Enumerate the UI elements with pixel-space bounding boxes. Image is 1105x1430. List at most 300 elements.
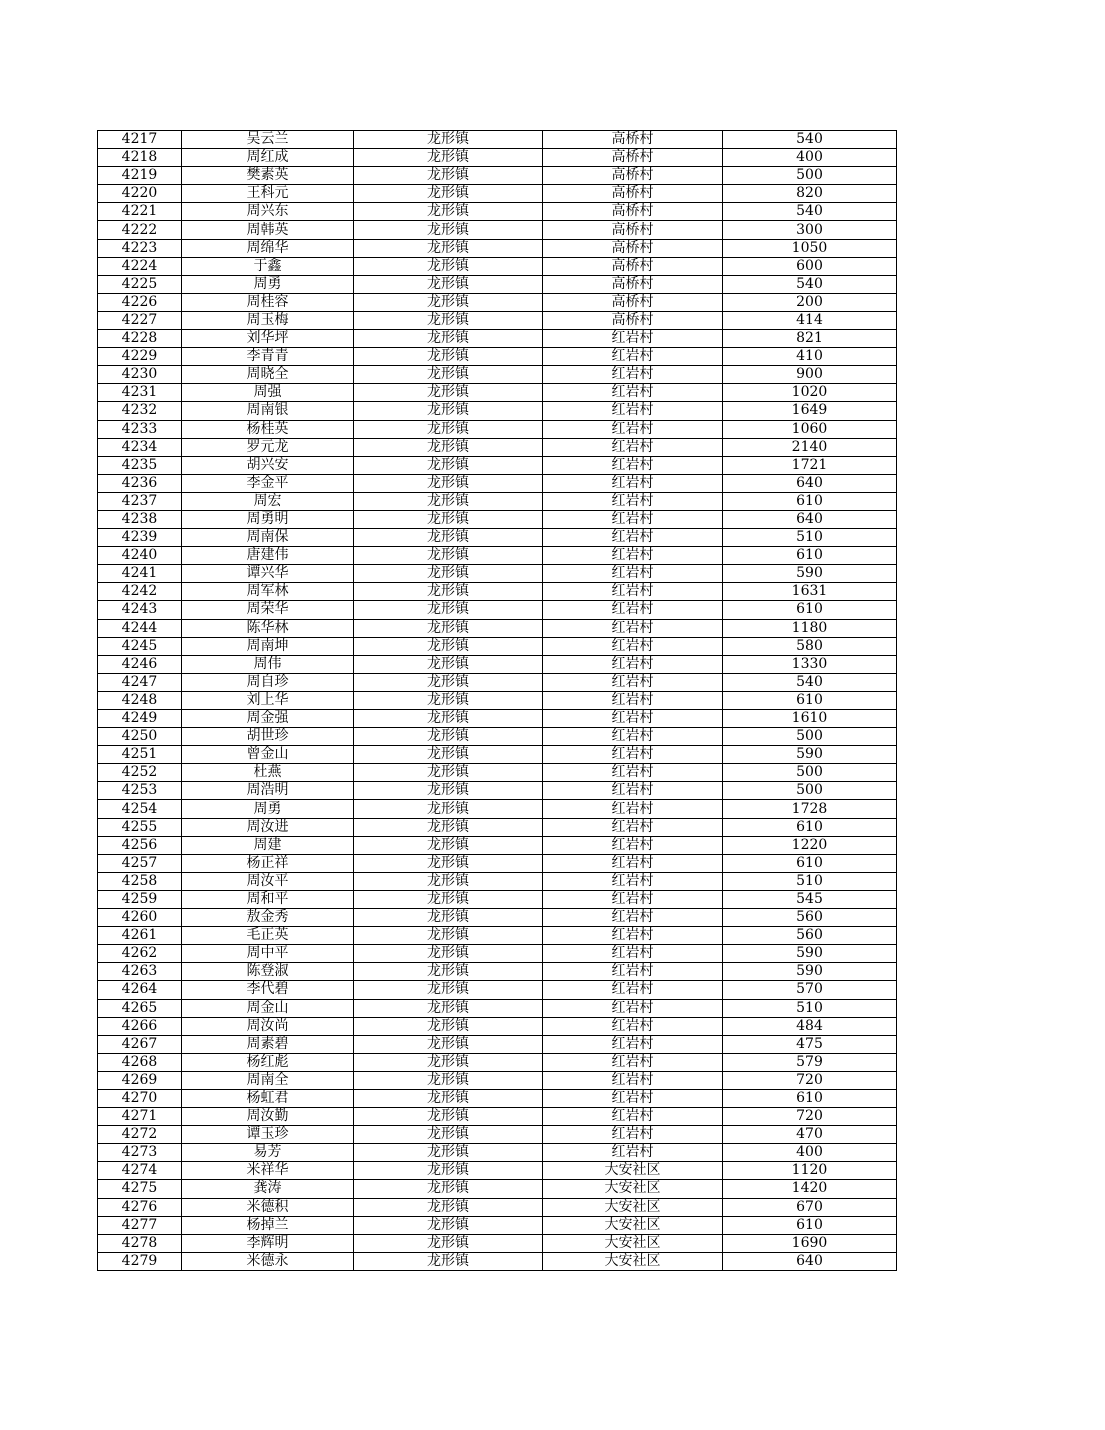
- amount-cell: 540: [723, 203, 897, 221]
- row-number-cell: 4245: [98, 637, 182, 655]
- village-cell: 红岩村: [543, 637, 723, 655]
- town-cell: 龙形镇: [354, 547, 543, 565]
- village-cell: 红岩村: [543, 330, 723, 348]
- table-row: [98, 1126, 897, 1144]
- town-cell: 龙形镇: [354, 1234, 543, 1252]
- amount-cell: 510: [723, 999, 897, 1017]
- name-cell: 龚涛: [182, 1180, 354, 1198]
- amount-cell: 579: [723, 1053, 897, 1071]
- town-cell: 龙形镇: [354, 836, 543, 854]
- town-cell: 龙形镇: [354, 728, 543, 746]
- town-cell: 龙形镇: [354, 529, 543, 547]
- row-number-cell: 4241: [98, 565, 182, 583]
- town-cell: 龙形镇: [354, 1089, 543, 1107]
- name-cell: 谭玉珍: [182, 1126, 354, 1144]
- row-number-cell: 4231: [98, 384, 182, 402]
- town-cell: 龙形镇: [354, 999, 543, 1017]
- amount-cell: 414: [723, 311, 897, 329]
- table-row: [98, 999, 897, 1017]
- row-number-cell: 4248: [98, 691, 182, 709]
- amount-cell: 610: [723, 818, 897, 836]
- row-number-cell: 4221: [98, 203, 182, 221]
- name-cell: 于鑫: [182, 257, 354, 275]
- amount-cell: 2140: [723, 438, 897, 456]
- town-cell: 龙形镇: [354, 366, 543, 384]
- village-cell: 红岩村: [543, 999, 723, 1017]
- row-number-cell: 4264: [98, 981, 182, 999]
- amount-cell: 1050: [723, 239, 897, 257]
- town-cell: 龙形镇: [354, 348, 543, 366]
- village-cell: 红岩村: [543, 619, 723, 637]
- village-cell: 红岩村: [543, 529, 723, 547]
- town-cell: 龙形镇: [354, 203, 543, 221]
- name-cell: 吴云兰: [182, 131, 354, 149]
- town-cell: 龙形镇: [354, 872, 543, 890]
- town-cell: 龙形镇: [354, 890, 543, 908]
- table-row: [98, 1234, 897, 1252]
- name-cell: 杜燕: [182, 764, 354, 782]
- town-cell: 龙形镇: [354, 438, 543, 456]
- row-number-cell: 4262: [98, 945, 182, 963]
- amount-cell: 640: [723, 510, 897, 528]
- amount-cell: 1649: [723, 402, 897, 420]
- table-row: [98, 185, 897, 203]
- amount-cell: 1721: [723, 456, 897, 474]
- row-number-cell: 4243: [98, 601, 182, 619]
- amount-cell: 1220: [723, 836, 897, 854]
- name-cell: 周南坤: [182, 637, 354, 655]
- village-cell: 红岩村: [543, 1089, 723, 1107]
- row-number-cell: 4219: [98, 167, 182, 185]
- village-cell: 高桥村: [543, 185, 723, 203]
- row-number-cell: 4277: [98, 1216, 182, 1234]
- table-row: [98, 131, 897, 149]
- table-row: [98, 221, 897, 239]
- town-cell: 龙形镇: [354, 637, 543, 655]
- town-cell: 龙形镇: [354, 854, 543, 872]
- town-cell: 龙形镇: [354, 691, 543, 709]
- row-number-cell: 4240: [98, 547, 182, 565]
- table-row: [98, 257, 897, 275]
- name-cell: 周中平: [182, 945, 354, 963]
- name-cell: 易芳: [182, 1144, 354, 1162]
- table-row: [98, 728, 897, 746]
- town-cell: 龙形镇: [354, 239, 543, 257]
- row-number-cell: 4225: [98, 275, 182, 293]
- row-number-cell: 4256: [98, 836, 182, 854]
- name-cell: 杨虹君: [182, 1089, 354, 1107]
- amount-cell: 410: [723, 348, 897, 366]
- amount-cell: 610: [723, 492, 897, 510]
- village-cell: 大安社区: [543, 1198, 723, 1216]
- row-number-cell: 4236: [98, 474, 182, 492]
- name-cell: 米德永: [182, 1252, 354, 1270]
- village-cell: 高桥村: [543, 293, 723, 311]
- table-row: [98, 330, 897, 348]
- amount-cell: 720: [723, 1071, 897, 1089]
- row-number-cell: 4279: [98, 1252, 182, 1270]
- amount-cell: 510: [723, 529, 897, 547]
- row-number-cell: 4235: [98, 456, 182, 474]
- name-cell: 周绵华: [182, 239, 354, 257]
- amount-cell: 475: [723, 1035, 897, 1053]
- town-cell: 龙形镇: [354, 945, 543, 963]
- name-cell: 米德积: [182, 1198, 354, 1216]
- town-cell: 龙形镇: [354, 601, 543, 619]
- amount-cell: 610: [723, 854, 897, 872]
- row-number-cell: 4217: [98, 131, 182, 149]
- row-number-cell: 4233: [98, 420, 182, 438]
- amount-cell: 640: [723, 1252, 897, 1270]
- name-cell: 刘华坪: [182, 330, 354, 348]
- row-number-cell: 4258: [98, 872, 182, 890]
- table-row: [98, 1198, 897, 1216]
- amount-cell: 590: [723, 565, 897, 583]
- village-cell: 红岩村: [543, 1071, 723, 1089]
- name-cell: 曾金山: [182, 746, 354, 764]
- name-cell: 周金强: [182, 710, 354, 728]
- row-number-cell: 4273: [98, 1144, 182, 1162]
- table-row: [98, 1017, 897, 1035]
- village-cell: 高桥村: [543, 167, 723, 185]
- name-cell: 周勇明: [182, 510, 354, 528]
- village-cell: 红岩村: [543, 1035, 723, 1053]
- amount-cell: 610: [723, 547, 897, 565]
- table-row: [98, 1162, 897, 1180]
- table-row: [98, 366, 897, 384]
- row-number-cell: 4230: [98, 366, 182, 384]
- table-row: [98, 890, 897, 908]
- amount-cell: 540: [723, 131, 897, 149]
- row-number-cell: 4259: [98, 890, 182, 908]
- name-cell: 周红成: [182, 149, 354, 167]
- table-row: [98, 691, 897, 709]
- row-number-cell: 4232: [98, 402, 182, 420]
- amount-cell: 400: [723, 149, 897, 167]
- amount-cell: 540: [723, 275, 897, 293]
- row-number-cell: 4271: [98, 1108, 182, 1126]
- row-number-cell: 4239: [98, 529, 182, 547]
- row-number-cell: 4275: [98, 1180, 182, 1198]
- town-cell: 龙形镇: [354, 927, 543, 945]
- row-number-cell: 4218: [98, 149, 182, 167]
- table-row: [98, 583, 897, 601]
- village-cell: 红岩村: [543, 909, 723, 927]
- town-cell: 龙形镇: [354, 963, 543, 981]
- town-cell: 龙形镇: [354, 1071, 543, 1089]
- table-row: [98, 547, 897, 565]
- town-cell: 龙形镇: [354, 474, 543, 492]
- table-row: [98, 963, 897, 981]
- village-cell: 红岩村: [543, 1126, 723, 1144]
- row-number-cell: 4249: [98, 710, 182, 728]
- row-number-cell: 4254: [98, 800, 182, 818]
- village-cell: 红岩村: [543, 510, 723, 528]
- town-cell: 龙形镇: [354, 764, 543, 782]
- village-cell: 红岩村: [543, 601, 723, 619]
- table-body: [98, 131, 897, 1271]
- amount-cell: 610: [723, 1089, 897, 1107]
- village-cell: 高桥村: [543, 257, 723, 275]
- table-row: [98, 854, 897, 872]
- village-cell: 红岩村: [543, 836, 723, 854]
- amount-cell: 1728: [723, 800, 897, 818]
- amount-cell: 640: [723, 474, 897, 492]
- town-cell: 龙形镇: [354, 1035, 543, 1053]
- table-row: [98, 149, 897, 167]
- table-row: [98, 764, 897, 782]
- amount-cell: 590: [723, 746, 897, 764]
- amount-cell: 500: [723, 728, 897, 746]
- town-cell: 龙形镇: [354, 257, 543, 275]
- name-cell: 杨正祥: [182, 854, 354, 872]
- town-cell: 龙形镇: [354, 1053, 543, 1071]
- village-cell: 大安社区: [543, 1252, 723, 1270]
- row-number-cell: 4255: [98, 818, 182, 836]
- amount-cell: 1060: [723, 420, 897, 438]
- name-cell: 樊素英: [182, 167, 354, 185]
- name-cell: 胡兴安: [182, 456, 354, 474]
- table-row: [98, 1035, 897, 1053]
- name-cell: 陈登淑: [182, 963, 354, 981]
- amount-cell: 560: [723, 927, 897, 945]
- village-cell: 红岩村: [543, 800, 723, 818]
- amount-cell: 610: [723, 601, 897, 619]
- name-cell: 米祥华: [182, 1162, 354, 1180]
- village-cell: 高桥村: [543, 311, 723, 329]
- row-number-cell: 4223: [98, 239, 182, 257]
- name-cell: 周汝进: [182, 818, 354, 836]
- amount-cell: 510: [723, 872, 897, 890]
- row-number-cell: 4253: [98, 782, 182, 800]
- name-cell: 周和平: [182, 890, 354, 908]
- town-cell: 龙形镇: [354, 1216, 543, 1234]
- table-row: [98, 1216, 897, 1234]
- village-cell: 红岩村: [543, 981, 723, 999]
- village-cell: 高桥村: [543, 221, 723, 239]
- amount-cell: 580: [723, 637, 897, 655]
- row-number-cell: 4270: [98, 1089, 182, 1107]
- name-cell: 罗元龙: [182, 438, 354, 456]
- name-cell: 唐建伟: [182, 547, 354, 565]
- amount-cell: 610: [723, 1216, 897, 1234]
- table-row: [98, 384, 897, 402]
- table-row: [98, 782, 897, 800]
- row-number-cell: 4269: [98, 1071, 182, 1089]
- amount-cell: 821: [723, 330, 897, 348]
- village-cell: 大安社区: [543, 1180, 723, 1198]
- name-cell: 李辉明: [182, 1234, 354, 1252]
- village-cell: 红岩村: [543, 673, 723, 691]
- table-row: [98, 746, 897, 764]
- row-number-cell: 4276: [98, 1198, 182, 1216]
- amount-cell: 600: [723, 257, 897, 275]
- town-cell: 龙形镇: [354, 311, 543, 329]
- table-row: [98, 909, 897, 927]
- village-cell: 红岩村: [543, 782, 723, 800]
- village-cell: 红岩村: [543, 547, 723, 565]
- table-row: [98, 673, 897, 691]
- village-cell: 大安社区: [543, 1234, 723, 1252]
- village-cell: 红岩村: [543, 420, 723, 438]
- table-row: [98, 927, 897, 945]
- name-cell: 杨红彪: [182, 1053, 354, 1071]
- town-cell: 龙形镇: [354, 275, 543, 293]
- town-cell: 龙形镇: [354, 1126, 543, 1144]
- table-row: [98, 945, 897, 963]
- village-cell: 高桥村: [543, 131, 723, 149]
- town-cell: 龙形镇: [354, 131, 543, 149]
- amount-cell: 1120: [723, 1162, 897, 1180]
- table-row: [98, 420, 897, 438]
- row-number-cell: 4237: [98, 492, 182, 510]
- row-number-cell: 4267: [98, 1035, 182, 1053]
- table-row: [98, 474, 897, 492]
- row-number-cell: 4260: [98, 909, 182, 927]
- amount-cell: 400: [723, 1144, 897, 1162]
- name-cell: 周浩明: [182, 782, 354, 800]
- name-cell: 周韩英: [182, 221, 354, 239]
- town-cell: 龙形镇: [354, 330, 543, 348]
- town-cell: 龙形镇: [354, 167, 543, 185]
- name-cell: 周金山: [182, 999, 354, 1017]
- name-cell: 王科元: [182, 185, 354, 203]
- town-cell: 龙形镇: [354, 1180, 543, 1198]
- name-cell: 周素碧: [182, 1035, 354, 1053]
- town-cell: 龙形镇: [354, 402, 543, 420]
- village-cell: 红岩村: [543, 1053, 723, 1071]
- row-number-cell: 4278: [98, 1234, 182, 1252]
- row-number-cell: 4251: [98, 746, 182, 764]
- town-cell: 龙形镇: [354, 384, 543, 402]
- village-cell: 红岩村: [543, 565, 723, 583]
- row-number-cell: 4238: [98, 510, 182, 528]
- amount-cell: 1180: [723, 619, 897, 637]
- amount-cell: 590: [723, 945, 897, 963]
- row-number-cell: 4222: [98, 221, 182, 239]
- table-row: [98, 510, 897, 528]
- amount-cell: 500: [723, 782, 897, 800]
- village-cell: 红岩村: [543, 872, 723, 890]
- name-cell: 周晓全: [182, 366, 354, 384]
- amount-cell: 484: [723, 1017, 897, 1035]
- village-cell: 红岩村: [543, 764, 723, 782]
- amount-cell: 570: [723, 981, 897, 999]
- village-cell: 红岩村: [543, 402, 723, 420]
- name-cell: 周桂容: [182, 293, 354, 311]
- town-cell: 龙形镇: [354, 909, 543, 927]
- row-number-cell: 4252: [98, 764, 182, 782]
- village-cell: 红岩村: [543, 927, 723, 945]
- village-cell: 红岩村: [543, 746, 723, 764]
- name-cell: 刘上华: [182, 691, 354, 709]
- table-row: [98, 1180, 897, 1198]
- table-row: [98, 710, 897, 728]
- amount-cell: 200: [723, 293, 897, 311]
- village-cell: 大安社区: [543, 1216, 723, 1234]
- town-cell: 龙形镇: [354, 619, 543, 637]
- row-number-cell: 4246: [98, 655, 182, 673]
- town-cell: 龙形镇: [354, 456, 543, 474]
- village-cell: 红岩村: [543, 854, 723, 872]
- town-cell: 龙形镇: [354, 185, 543, 203]
- name-cell: 周南银: [182, 402, 354, 420]
- village-cell: 红岩村: [543, 728, 723, 746]
- row-number-cell: 4242: [98, 583, 182, 601]
- town-cell: 龙形镇: [354, 782, 543, 800]
- village-cell: 红岩村: [543, 945, 723, 963]
- row-number-cell: 4228: [98, 330, 182, 348]
- village-cell: 高桥村: [543, 203, 723, 221]
- amount-cell: 1631: [723, 583, 897, 601]
- table-row: [98, 311, 897, 329]
- row-number-cell: 4266: [98, 1017, 182, 1035]
- name-cell: 周汝平: [182, 872, 354, 890]
- amount-cell: 500: [723, 764, 897, 782]
- name-cell: 敖金秀: [182, 909, 354, 927]
- name-cell: 周勇: [182, 275, 354, 293]
- row-number-cell: 4250: [98, 728, 182, 746]
- row-number-cell: 4229: [98, 348, 182, 366]
- town-cell: 龙形镇: [354, 510, 543, 528]
- row-number-cell: 4272: [98, 1126, 182, 1144]
- table-row: [98, 1053, 897, 1071]
- town-cell: 龙形镇: [354, 420, 543, 438]
- name-cell: 周汝勤: [182, 1108, 354, 1126]
- village-cell: 高桥村: [543, 275, 723, 293]
- table-row: [98, 872, 897, 890]
- name-cell: 周军林: [182, 583, 354, 601]
- village-cell: 红岩村: [543, 818, 723, 836]
- table-row: [98, 167, 897, 185]
- amount-cell: 560: [723, 909, 897, 927]
- amount-cell: 1690: [723, 1234, 897, 1252]
- amount-cell: 900: [723, 366, 897, 384]
- row-number-cell: 4227: [98, 311, 182, 329]
- row-number-cell: 4226: [98, 293, 182, 311]
- row-number-cell: 4263: [98, 963, 182, 981]
- row-number-cell: 4247: [98, 673, 182, 691]
- village-cell: 红岩村: [543, 655, 723, 673]
- row-number-cell: 4268: [98, 1053, 182, 1071]
- village-cell: 大安社区: [543, 1162, 723, 1180]
- town-cell: 龙形镇: [354, 800, 543, 818]
- table-row: [98, 1089, 897, 1107]
- name-cell: 毛正英: [182, 927, 354, 945]
- table-row: [98, 529, 897, 547]
- town-cell: 龙形镇: [354, 710, 543, 728]
- name-cell: 周玉梅: [182, 311, 354, 329]
- village-cell: 红岩村: [543, 691, 723, 709]
- amount-cell: 500: [723, 167, 897, 185]
- amount-cell: 720: [723, 1108, 897, 1126]
- amount-cell: 1020: [723, 384, 897, 402]
- row-number-cell: 4234: [98, 438, 182, 456]
- town-cell: 龙形镇: [354, 583, 543, 601]
- name-cell: 周伟: [182, 655, 354, 673]
- table-row: [98, 456, 897, 474]
- name-cell: 周勇: [182, 800, 354, 818]
- town-cell: 龙形镇: [354, 673, 543, 691]
- table-row: [98, 1108, 897, 1126]
- town-cell: 龙形镇: [354, 818, 543, 836]
- town-cell: 龙形镇: [354, 1017, 543, 1035]
- village-cell: 红岩村: [543, 348, 723, 366]
- village-cell: 红岩村: [543, 1108, 723, 1126]
- town-cell: 龙形镇: [354, 565, 543, 583]
- table-row: [98, 637, 897, 655]
- amount-cell: 300: [723, 221, 897, 239]
